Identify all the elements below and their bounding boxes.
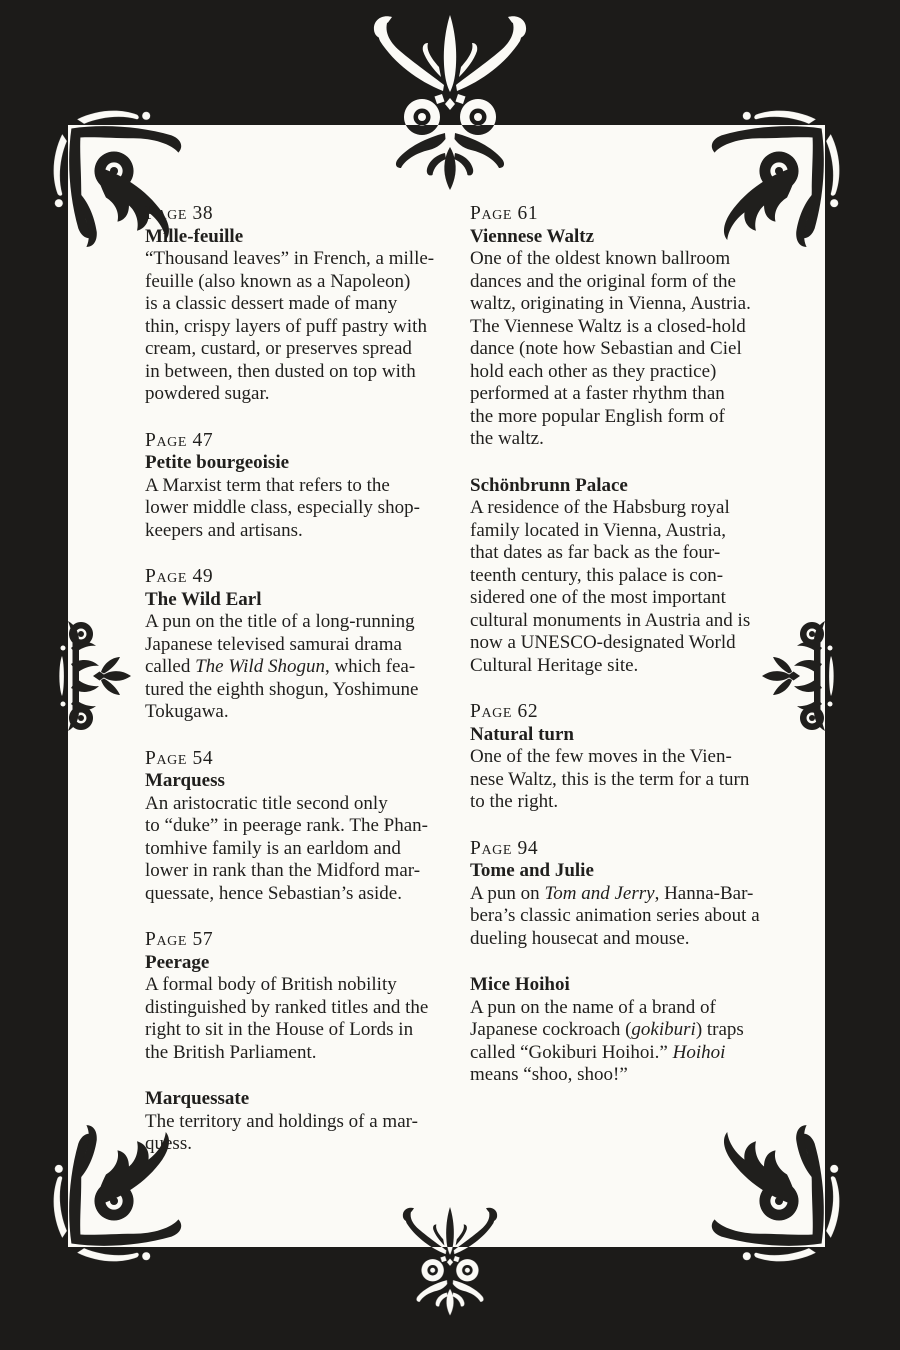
body-text: Cultural Heritage site. xyxy=(470,654,639,676)
definition-line xyxy=(470,248,800,271)
definition-line xyxy=(145,838,475,861)
body-text: A Marxist term that refers to the xyxy=(145,474,390,496)
page-label: Page 49 xyxy=(145,566,214,587)
definition-line xyxy=(145,316,475,339)
body-text: thin, crispy layers of puff pastry with xyxy=(145,315,427,337)
definition-line xyxy=(470,655,800,678)
term-heading: Tome and Julie xyxy=(470,860,594,881)
body-text: waltz, originating in Vienna, Austria. xyxy=(470,293,751,314)
body-text: to the right. xyxy=(470,791,559,812)
glossary-entry xyxy=(470,203,800,451)
body-text: keepers and artisans. xyxy=(145,519,303,541)
page-label: Page 47 xyxy=(145,429,214,451)
body-text: is a classic dessert made of many xyxy=(145,293,398,314)
body-text: dance (note how Sebastian and Ciel xyxy=(470,338,742,359)
body-text: to “duke” in peerage rank. The Phan- xyxy=(145,815,428,836)
italic-text: The Wild Shogun xyxy=(195,656,325,677)
definition-line xyxy=(470,883,800,906)
body-text: family located in Vienna, Austria, xyxy=(470,519,726,541)
definition-line xyxy=(145,1019,475,1042)
body-text: lower middle class, especially shop- xyxy=(145,497,420,518)
body-text: A residence of the Habsburg royal xyxy=(470,497,730,518)
definition-line xyxy=(145,1042,475,1065)
glossary-entry xyxy=(145,203,475,406)
body-text: feuille (also known as a Napoleon) xyxy=(145,270,411,292)
body-text: The Viennese Waltz is a closed-hold xyxy=(470,315,746,337)
term-heading: Viennese Waltz xyxy=(470,225,595,247)
body-text: dueling housecat and mouse. xyxy=(470,927,690,949)
body-text: tomhive family is an earldom and xyxy=(145,837,401,859)
body-text: “Thousand leaves” in French, a mille- xyxy=(145,248,435,269)
definition-line xyxy=(145,679,475,702)
definition-line xyxy=(470,1064,800,1087)
definition-line xyxy=(470,632,800,655)
body-text: means “shoo, shoo!” xyxy=(470,1064,628,1085)
body-text: One of the oldest known ballroom xyxy=(470,248,731,269)
definition-line xyxy=(470,746,800,769)
definition-line xyxy=(145,1111,475,1134)
page-label: Page 57 xyxy=(145,929,214,950)
definition-line xyxy=(145,338,475,361)
definition-line xyxy=(470,565,800,588)
body-text: lower in rank than the Midford mar- xyxy=(145,860,421,881)
body-text: now a UNESCO-designated World xyxy=(470,632,736,653)
definition-line xyxy=(145,860,475,883)
body-text: distinguished by ranked titles and the xyxy=(145,996,429,1018)
term-heading: Marquess xyxy=(145,770,225,791)
body-text: A pun on xyxy=(470,882,545,904)
definition-line xyxy=(145,656,475,679)
body-text: sidered one of the most important xyxy=(470,587,726,608)
body-text: Japanese cockroach ( xyxy=(470,1019,632,1040)
definition-line xyxy=(470,520,800,543)
definition-line xyxy=(145,520,475,543)
body-text: teenth century, this palace is con- xyxy=(470,564,724,586)
definition-line xyxy=(145,701,475,724)
definition-line xyxy=(470,338,800,361)
definition-line xyxy=(145,248,475,271)
body-text: right to sit in the House of Lords in xyxy=(145,1019,414,1040)
definition-line xyxy=(470,361,800,384)
body-text: Tokugawa. xyxy=(145,701,229,722)
definition-line xyxy=(145,497,475,520)
definition-line xyxy=(145,293,475,316)
body-text: the waltz. xyxy=(470,428,544,449)
body-text: Japanese televised samurai drama xyxy=(145,633,402,655)
glossary-column-left xyxy=(145,203,475,1180)
page-label: Page 94 xyxy=(470,837,539,859)
glossary-entry xyxy=(145,430,475,543)
definition-line xyxy=(145,634,475,657)
definition-line xyxy=(470,1042,800,1065)
body-text: The territory and holdings of a mar- xyxy=(145,1110,418,1132)
body-text: nese Waltz, this is the term for a turn xyxy=(470,768,750,790)
definition-line xyxy=(145,793,475,816)
term-heading: Petite bourgeoisie xyxy=(145,452,290,473)
body-text: One of the few moves in the Vien- xyxy=(470,746,732,767)
body-text: quess. xyxy=(145,1133,192,1154)
definition-line xyxy=(470,316,800,339)
body-text: A formal body of British nobility xyxy=(145,974,397,995)
glossary-entry xyxy=(470,475,800,678)
body-text: cultural monuments in Austria and is xyxy=(470,609,751,631)
body-text: An aristocratic title second only xyxy=(145,792,388,814)
body-text: cream, custard, or preserves spread xyxy=(145,338,412,359)
page-label: Page 62 xyxy=(470,701,539,722)
body-text: A pun on the title of a long-running xyxy=(145,611,415,632)
definition-line xyxy=(470,791,800,814)
body-text: , Hanna-Bar- xyxy=(654,882,754,904)
definition-line xyxy=(470,769,800,792)
body-text: hold each other as they practice) xyxy=(470,360,717,382)
definition-line xyxy=(145,383,475,406)
body-text: powdered sugar. xyxy=(145,383,270,404)
definition-line xyxy=(145,815,475,838)
term-heading: Mille-feuille xyxy=(145,225,244,247)
body-text: the British Parliament. xyxy=(145,1041,317,1063)
glossary-entry xyxy=(145,929,475,1064)
italic-text: gokiburi xyxy=(631,1019,696,1040)
term-heading: Marquessate xyxy=(145,1088,250,1109)
definition-line xyxy=(470,428,800,451)
glossary-entry xyxy=(470,838,800,951)
definition-line xyxy=(145,883,475,906)
page-label: Page 61 xyxy=(470,203,539,224)
body-text: called “Gokiburi Hoihoi.” xyxy=(470,1041,673,1063)
definition-line xyxy=(470,1019,800,1042)
glossary-entry xyxy=(145,566,475,724)
body-text: dances and the original form of the xyxy=(470,270,736,292)
definition-line xyxy=(470,406,800,429)
definition-line xyxy=(145,974,475,997)
glossary-entry xyxy=(145,748,475,906)
definition-line xyxy=(145,611,475,634)
body-text: the more popular English form of xyxy=(470,405,725,427)
definition-line xyxy=(470,542,800,565)
definition-line xyxy=(145,475,475,498)
definition-line xyxy=(470,293,800,316)
body-text: A pun on the name of a brand of xyxy=(470,996,716,1018)
definition-line xyxy=(470,905,800,928)
definition-line xyxy=(145,1133,475,1156)
body-text: , which fea- xyxy=(324,656,416,677)
definition-line xyxy=(470,383,800,406)
definition-line xyxy=(145,361,475,384)
definition-line xyxy=(470,610,800,633)
term-heading: The Wild Earl xyxy=(145,588,262,610)
term-heading: Mice Hoihoi xyxy=(470,974,570,995)
definition-line xyxy=(470,587,800,610)
definition-line xyxy=(470,497,800,520)
glossary-entry xyxy=(145,1088,475,1156)
page-label: Page 38 xyxy=(145,203,214,224)
body-text: quessate, hence Sebastian’s aside. xyxy=(145,882,402,904)
glossary-entry xyxy=(470,974,800,1087)
body-text: called xyxy=(145,656,196,677)
body-text: bera’s classic animation series about a xyxy=(470,905,760,926)
body-text: that dates as far back as the four- xyxy=(470,542,721,563)
page-label: Page 54 xyxy=(145,747,214,769)
term-heading: Schönbrunn Palace xyxy=(470,474,628,496)
italic-text: Tom and Jerry xyxy=(544,882,655,904)
definition-line xyxy=(145,271,475,294)
definition-line xyxy=(470,997,800,1020)
term-heading: Peerage xyxy=(145,951,210,973)
body-text: performed at a faster rhythm than xyxy=(470,383,725,404)
glossary-column-right xyxy=(470,203,800,1111)
term-heading: Natural turn xyxy=(470,723,574,745)
body-text: tured the eighth shogun, Yoshimune xyxy=(145,678,419,700)
body-text: in between, then dusted on top with xyxy=(145,360,416,382)
definition-line xyxy=(470,271,800,294)
definition-line xyxy=(470,928,800,951)
glossary-entry xyxy=(470,701,800,814)
body-text: ) traps xyxy=(695,1019,744,1040)
italic-text: Hoihoi xyxy=(672,1041,726,1063)
definition-line xyxy=(145,997,475,1020)
